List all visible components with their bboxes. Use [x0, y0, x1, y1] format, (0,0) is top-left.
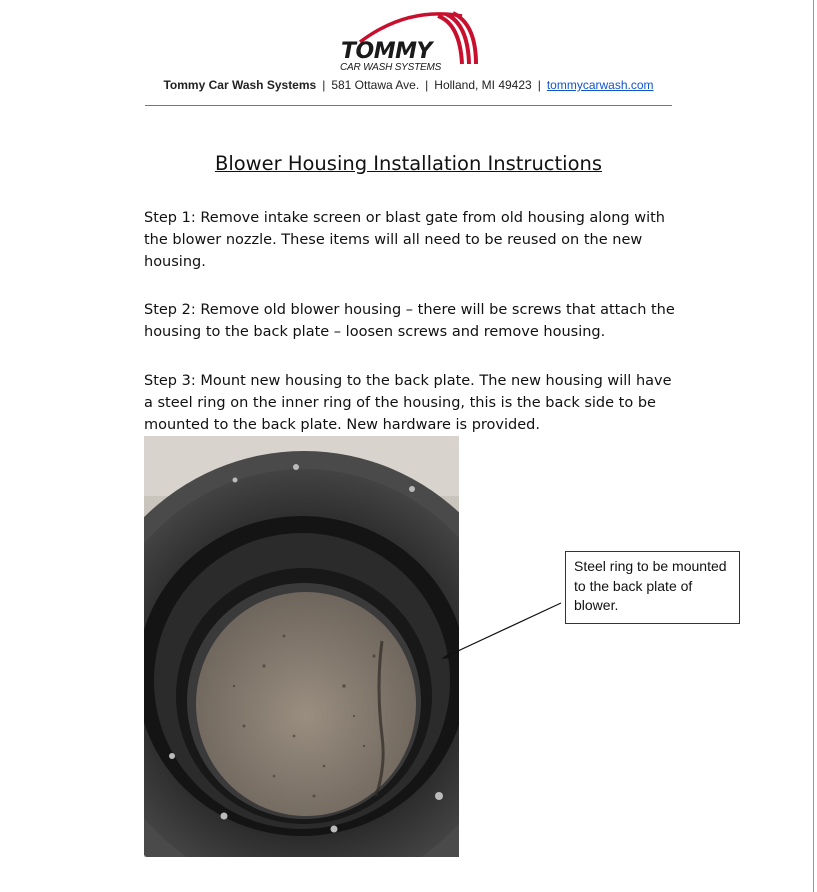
- separator: |: [425, 78, 429, 92]
- contact-line: [0, 78, 817, 92]
- step-3: Step 3: Mount new housing to the back plate. The new housing will have a steel ring on the inner ring of the housing, this is the back side to be mounted to the back plate. New hardware is provided.: [144, 373, 672, 433]
- logo-tagline: CAR WASH SYSTEMS: [340, 62, 442, 73]
- step-1: Step 1: Remove intake screen or blast gate from old housing along with the blower nozzle. These items will all need to be reused on the new housing.: [144, 210, 665, 270]
- logo-wordmark: TOMMY: [341, 39, 432, 64]
- company-name: Tommy Car Wash Systems: [163, 78, 317, 92]
- blower-housing-photo: [144, 436, 459, 857]
- tommy-logo: [338, 8, 480, 73]
- separator: |: [322, 78, 326, 92]
- callout-box: Steel ring to be mounted to the back plate of blower.: [565, 551, 740, 624]
- address: 581 Ottawa Ave.: [331, 78, 420, 92]
- page-edge: [813, 0, 814, 892]
- city: Holland, MI 49423: [434, 78, 532, 92]
- separator: |: [537, 78, 541, 92]
- header-divider: [145, 105, 672, 106]
- website-link[interactable]: tommycarwash.com: [546, 78, 654, 92]
- step-2: Step 2: Remove old blower housing – there will be screws that attach the housing to the back plate – loosen screws and remove housing.: [144, 302, 675, 340]
- document-title: Blower Housing Installation Instructions: [214, 152, 603, 175]
